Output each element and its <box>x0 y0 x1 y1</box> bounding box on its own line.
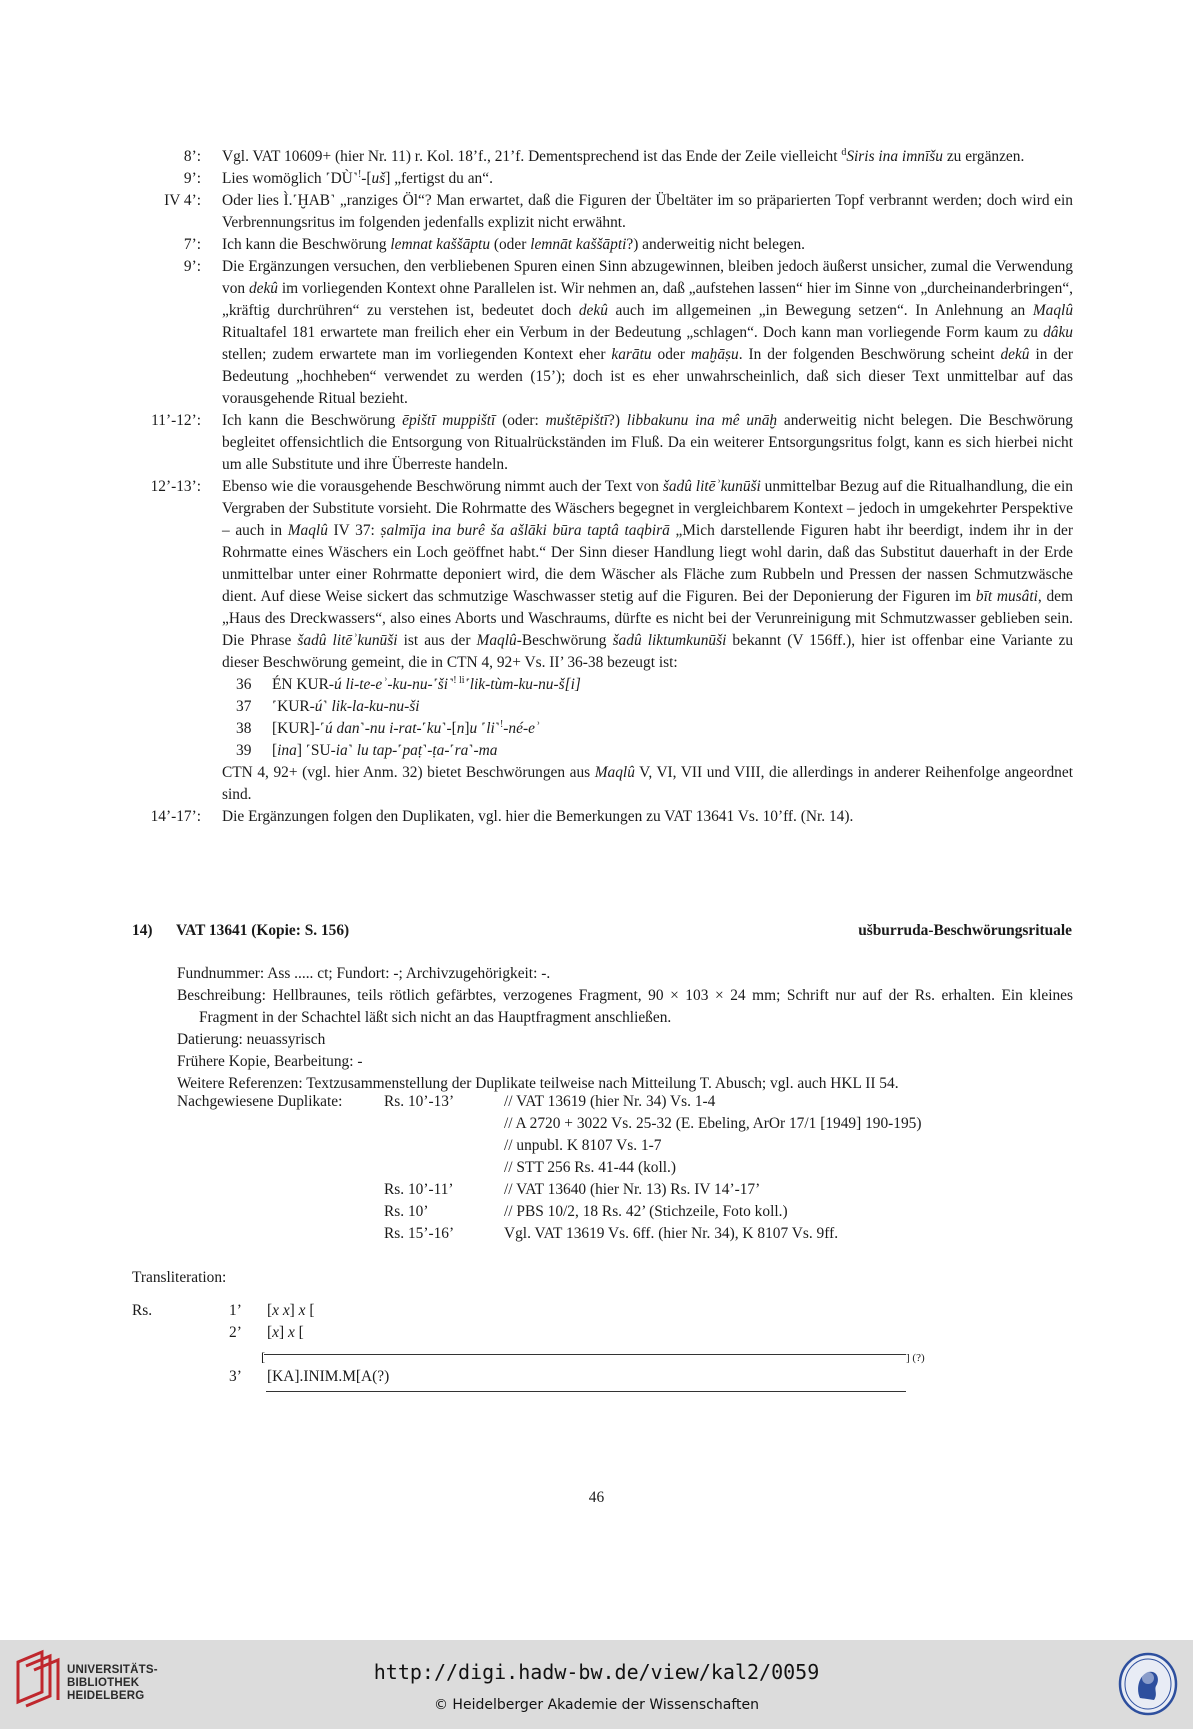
tablet-metadata <box>177 963 1073 1095</box>
note-item <box>0 410 1193 476</box>
line-number: 1’ <box>229 1302 242 1319</box>
duplicate-row <box>177 1135 1073 1157</box>
metadata-line: Beschreibung: Hellbraunes, teils rötlich gefärbtes, verzogenes Fragment, 90 × 103 × 24 mm; Schrift nur auf der Rs. erhalten. Ein kleines Fragment in der Schachtel läßt sich nicht an das Hauptfragment anschließen. <box>177 987 1073 1026</box>
note-label: 7’: <box>183 236 201 253</box>
logo-text-line: HEIDELBERG <box>67 1690 145 1702</box>
cuneiform-remark: CTN 4, 92+ (vgl. hier Anm. 32) bietet Beschwörungen aus Maqlû V, VI, VII und VIII, die allerdings in anderer Reihenfolge angeordnet sind. <box>222 764 1073 803</box>
line-number: 2’ <box>229 1324 242 1341</box>
cuneiform-quote <box>222 674 1073 806</box>
copyright-notice: © Heidelberger Akademie der Wissenschaften <box>433 1697 759 1713</box>
metadata-line: Fundnummer: Ass ..... ct; Fundort: -; Archivzugehörigkeit: -. <box>177 965 551 982</box>
duplicate-row <box>177 1157 1073 1179</box>
note-item <box>0 190 1193 234</box>
duplicate-reference: // VAT 13619 (hier Nr. 34) Vs. 1-4 <box>504 1093 716 1110</box>
transliteration-line <box>0 1322 1193 1344</box>
line-text: [x] x [ <box>267 1324 304 1341</box>
transliteration-line <box>0 1300 1193 1322</box>
metadata-line: Frühere Kopie, Bearbeitung: - <box>177 1053 363 1070</box>
duplicate-reference: // PBS 10/2, 18 Rs. 42’ (Stichzeile, Foto koll.) <box>504 1203 788 1220</box>
commentary-notes <box>0 146 1193 828</box>
page-number: 46 <box>588 1489 605 1506</box>
cuneiform-line-number: 38 <box>236 720 252 737</box>
duplicate-reference: // unpubl. K 8107 Vs. 1-7 <box>504 1137 662 1154</box>
cuneiform-line-number: 37 <box>236 698 252 715</box>
cuneiform-line <box>222 696 1073 718</box>
academy-seal-icon <box>1118 1652 1178 1716</box>
note-text: Lies womöglich ˹DÙ˺!-[uš] „fertigst du an“. <box>222 168 493 187</box>
cuneiform-line <box>222 740 1073 762</box>
note-item <box>0 168 1193 190</box>
single-ruling <box>266 1391 906 1392</box>
transliteration-block <box>0 1300 1193 1410</box>
transliteration-label: Transliteration: <box>132 1269 227 1286</box>
line-text: [KA].INIM.M[A(?) <box>267 1368 390 1385</box>
note-label: 11’-12’: <box>151 412 201 429</box>
duplicate-row <box>177 1223 1073 1245</box>
transliteration-line <box>0 1366 1193 1388</box>
duplicate-range: Rs. 10’ <box>384 1203 429 1220</box>
note-item <box>0 476 1193 674</box>
note-label: 12’-13’: <box>150 478 201 495</box>
cuneiform-line-text: [ina] ˹SU-ia˺ lu tap-˹paṭ˺-ṭa-˹ra˺-ma <box>272 742 498 759</box>
ruling-line <box>0 1344 1193 1366</box>
section-title: VAT 13641 (Kopie: S. 156) <box>176 922 350 939</box>
duplicate-reference: // STT 256 Rs. 41-44 (koll.) <box>504 1159 677 1176</box>
note-label: 8’: <box>183 148 201 165</box>
note-label: 9’: <box>183 258 201 275</box>
duplicate-row <box>177 1201 1073 1223</box>
duplicate-row <box>177 1113 1073 1135</box>
cuneiform-line-number: 39 <box>236 742 252 759</box>
metadata-line: Datierung: neuassyrisch <box>177 1031 326 1048</box>
section-number: 14) <box>132 922 153 939</box>
duplicate-row <box>177 1179 1073 1201</box>
cuneiform-line <box>222 718 1073 740</box>
duplicate-range: Rs. 10’-11’ <box>384 1181 454 1198</box>
duplicate-range: Rs. 10’-13’ <box>384 1093 455 1110</box>
duplicates-table <box>177 1091 1073 1245</box>
note-text: Vgl. VAT 10609+ (hier Nr. 11) r. Kol. 18’f., 21’f. Dementsprechend ist das Ende der Zeile vielleicht $^d$Siris ina imnīšu zu ergänzen. <box>222 146 1025 165</box>
cuneiform-line-text: [KUR]-˹ú dan˺-nu i-rat-˹ku˺-[n]u ˹li˺!-né-eʾ <box>272 718 541 737</box>
duplicate-reference: Vgl. VAT 13619 Vs. 6ff. (hier Nr. 34), K 8107 Vs. 9ff. <box>504 1225 839 1242</box>
duplicate-range: Rs. 15’-16’ <box>384 1225 455 1242</box>
duplicate-reference: // A 2720 + 3022 Vs. 25-32 (E. Ebeling, ArOr 17/1 [1949] 190-195) <box>504 1115 922 1132</box>
note-item <box>0 806 1193 828</box>
duplicate-reference: // VAT 13640 (hier Nr. 13) Rs. IV 14’-17’ <box>504 1181 761 1198</box>
note-label: IV 4’: <box>164 192 201 209</box>
note-label: 14’-17’: <box>150 808 201 825</box>
duplicates-label: Nachgewiesene Duplikate: <box>177 1093 343 1110</box>
note-label: 9’: <box>183 170 201 187</box>
logo-text-line: BIBLIOTHEK <box>67 1677 140 1689</box>
note-text: Ich kann die Beschwörung lemnat kaššāptu (oder lemnāt kaššāpti?) anderweitig nicht belegen. <box>222 236 805 253</box>
note-item <box>0 146 1193 168</box>
footer-bar <box>0 1640 1193 1729</box>
note-text: Ebenso wie die vorausgehende Beschwörung nimmt auch der Text von šadû litēʾkunūši unmittelbar Bezug auf die Ritualhandlung, die ein Vergraben der Substitute vorsieht. Die Rohrmatte des Wäschers begegnet in vergleichbarem Kontext – jedoch in umgekehrter Perspektive – auch in Maqlû IV 37: ṣalmīja ina burê ša ašlāki būra taptâ taqbirā „Mich darstellende Figuren habt ihr beerdigt, indem ihr in der Rohrmatte eines Wäschers ein Loch geöffnet habt.“ Der Sinn dieser Handlung liegt wohl darin, daß das Substitut dauerhaft in der Erde unmittelbar unter einer Rohrmatte deponiert wird, die dem Wäscher als Fläche zum Rubbeln und Pressen der nassen Schmutzwäsche dient. Auf diese Weise sickert das schmutzige Waschwasser stetig auf die Figuren. Bei der Deponierung der Figuren im bīt musâti, dem „Haus des Dreckwassers“, also eines Aborts und Waschraums, dürfte es nicht bei der Verunreinigung mit Schmutzwasser geblieben sein. Die Phrase šadû litēʾkunūši ist aus der Maqlû-Beschwörung šadû liktumkunūši bekannt (V 156ff.), hier ist offenbar eine Variante zu dieser Beschwörung gemeint, die in CTN 4, 92+ Vs. II’ 36-38 bezeugt ist: <box>222 478 1074 671</box>
note-item <box>0 234 1193 256</box>
metadata-line: Weitere Referenzen: Textzusammenstellung der Duplikate teilweise nach Mitteilung T. Abusch; vgl. auch HKL II 54. <box>177 1075 899 1092</box>
tablet-side: Rs. <box>132 1302 153 1319</box>
cuneiform-line-text: ÉN KUR-ú li-te-eʾ-ku-nu-˹ši˺$^{! li}$˹lik-tùm-ku-nu-š[i] <box>272 674 581 693</box>
duplicate-row <box>177 1091 1073 1113</box>
note-item <box>0 256 1193 410</box>
double-ruling <box>264 1354 906 1355</box>
note-text: Ich kann die Beschwörung ēpištī muppištī (oder: muštēpištī?) libbakunu ina mê unāḫ anderweitig nicht belegen. Die Beschwörung begleitet offensichtlich die Entsorgung von Ritualrückständen im Fluß. Da ein weiterer Entsorgungsritus folgt, kann es sich hierbei nicht um alle Substitute und ihre Überreste handeln. <box>222 412 1074 473</box>
section-category: ušburruda-Beschwörungsrituale <box>858 922 1072 939</box>
ruling-bracket-right: ] (?) <box>906 1352 925 1364</box>
permalink-url[interactable]: http://digi.hadw-bw.de/view/kal2/0059 <box>373 1660 820 1684</box>
cuneiform-line-text: ˹KUR-ú˺ lik-la-ku-nu-ši <box>272 698 420 715</box>
line-number: 3’ <box>229 1368 242 1385</box>
section-heading <box>0 920 1193 944</box>
cuneiform-line-number: 36 <box>236 676 252 693</box>
note-text: Oder lies Ì.˹ḪAB˺ „ranziges Öl“? Man erwartet, daß die Figuren der Übeltäter im so präparierten Topf verbrannt werden; doch wird ein Verbrennungsritus im folgenden jedenfalls explizit nicht erwähnt. <box>222 192 1073 231</box>
cuneiform-line <box>222 674 1073 696</box>
ruling-line <box>0 1388 1193 1410</box>
note-text: Die Ergänzungen folgen den Duplikaten, vgl. hier die Bemerkungen zu VAT 13641 Vs. 10’ff. (Nr. 14). <box>222 808 854 825</box>
note-text: Die Ergänzungen versuchen, den verbliebenen Spuren einen Sinn abzugewinnen, bleiben jedoch äußerst unsicher, zumal die Verwendung von dekû im vorliegenden Kontext ohne Parallelen ist. Wir nehmen an, daß „aufstehen lassen“ hier im Sinne von „durcheinanderbringen“, „kräftig durchrühren“ zu verstehen ist, bedeutet doch dekû auch im allgemeinen „in Bewegung setzen“. In Anlehnung an Maqlû Ritualtafel 181 erwartete man freilich eher ein Verbum in der Bedeutung „schlagen“. Doch kann man vorliegende Form kaum zu dâku stellen; zudem erwartete man im vorliegenden Kontext eher karātu oder maḫāṣu. In der folgenden Beschwörung scheint dekû in der Bedeutung „hochheben“ verwendet zu werden (15’); doch ist es eher unwahrscheinlich, daß sich dieser Text unmittelbar auf das vorausgehende Ritual bezieht. <box>222 258 1074 407</box>
logo-text-line: UNIVERSITÄTS- <box>67 1664 158 1676</box>
ruling-bracket-left: [ <box>261 1349 266 1364</box>
line-text: [x x] x [ <box>267 1302 315 1319</box>
cuneiform-lines <box>222 674 1073 762</box>
